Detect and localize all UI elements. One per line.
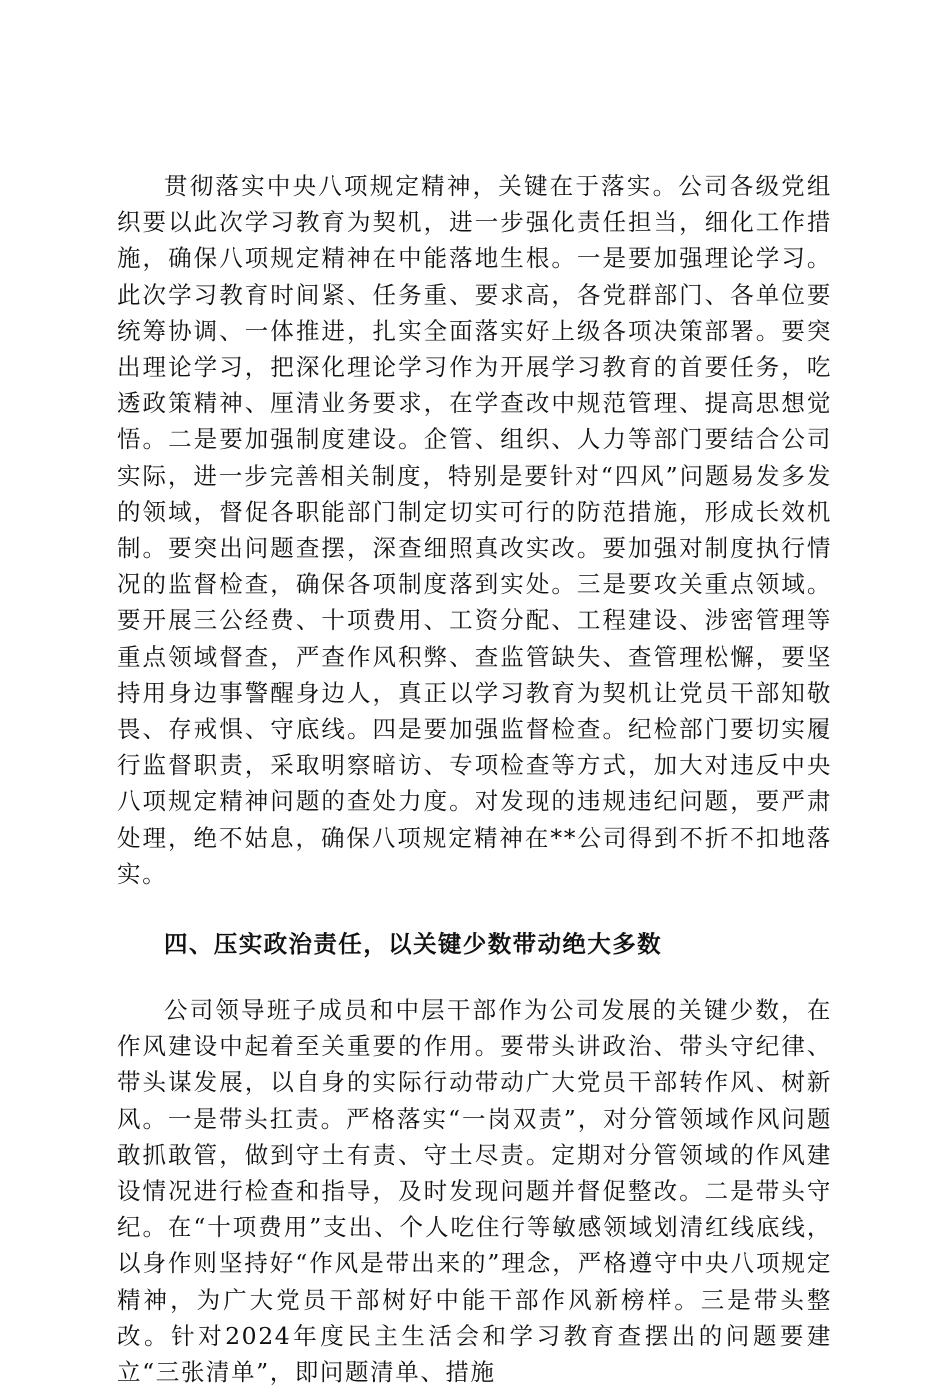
document-body <box>117 168 832 1390</box>
body-paragraph: 公司领导班子成员和中层干部作为公司发展的关键少数，在作风建设中起着至关重要的作用。要带头讲政治、带头守纪律、带头谋发展，以自身的实际行动带动广大党员干部转作风、树新风。一是带头扛责。严格落实“一岗双责”，对分管领域作风问题敢抓敢管，做到守土有责、守土尽责。定期对分管领域的作风建设情况进行检查和指导，及时发现问题并督促整改。二是带头守纪。在“十项费用”支出、个人吃住行等敏感领域划清红线底线，以身作则坚持好“作风是带出来的”理念，严格遵守中央八项规定精神，为广大党员干部树好中能干部作风新榜样。三是带头整改。针对2024年度民主生活会和学习教育查摆出的问题要建立“三张清单”，即问题清单、措施 <box>117 996 832 1387</box>
section-heading: 四、压实政治责任，以关键少数带动绝大多数 <box>164 930 662 959</box>
body-paragraph: 贯彻落实中央八项规定精神，关键在于落实。公司各级党组织要以此次学习教育为契机，进一步强化责任担当，细化工作措施，确保八项规定精神在中能落地生根。一是要加强理论学习。此次学习教育时间紧、任务重、要求高，各党群部门、各单位要统筹协调、一体推进，扎实全面落实好上级各项决策部署。要突出理论学习，把深化理论学习作为开展学习教育的首要任务，吃透政策精神、厘清业务要求，在学查改中规范管理、提高思想觉悟。二是要加强制度建设。企管、组织、人力等部门要结合公司实际，进一步完善相关制度，特别是要针对“四风”问题易发多发的领域，督促各职能部门制定切实可行的防范措施，形成长效机制。要突出问题查摆，深查细照真改实改。要加强对制度执行情况的监督检查，确保各项制度落到实处。三是要攻关重点领域。要开展三公经费、十项费用、工资分配、工程建设、涉密管理等重点领域督查，严查作风积弊、查监管缺失、查管理松懈，要坚持用身边事警醒身边人，真正以学习教育为契机让党员干部知敬畏、存戒惧、守底线。四是要加强监督检查。纪检部门要切实履行监督职责，采取明察暗访、专项检查等方式，加大对违反中央八项规定精神问题的查处力度。对发现的违规违纪问题，要严肃处理，绝不姑息，确保八项规定精神在**公司得到不折不扣地落实。 <box>117 172 832 888</box>
